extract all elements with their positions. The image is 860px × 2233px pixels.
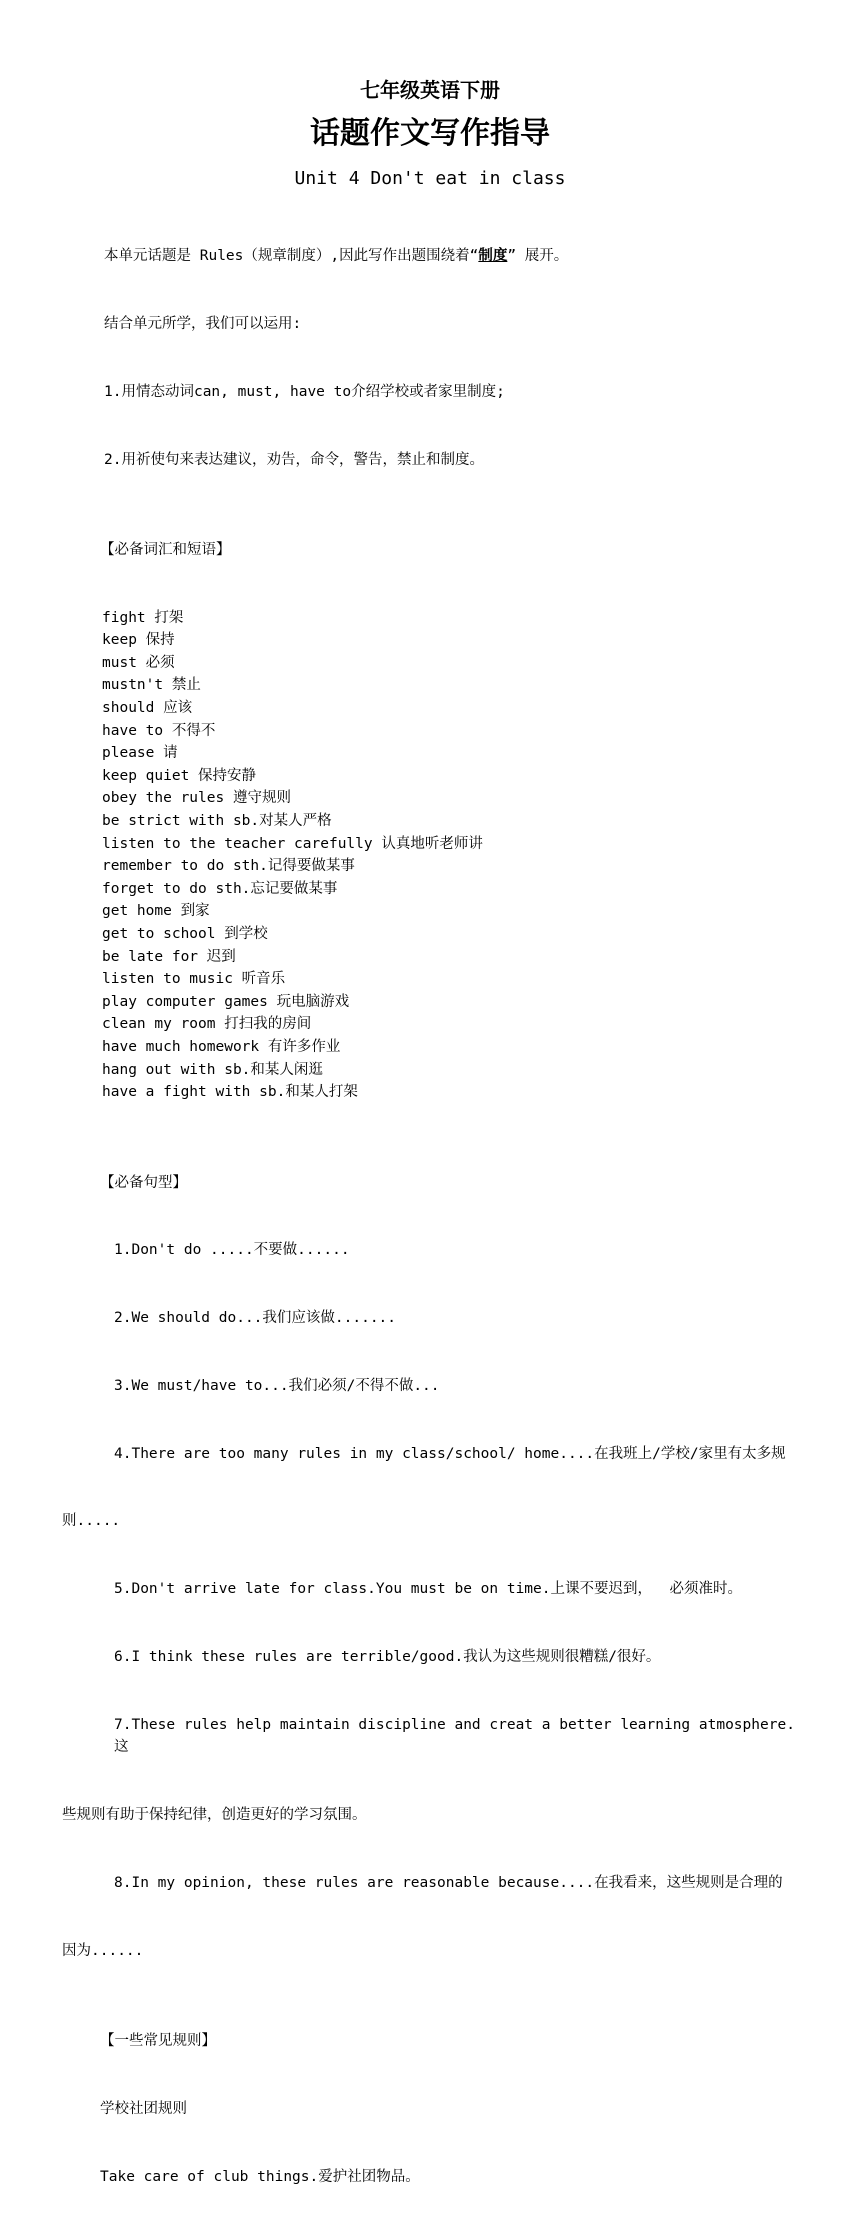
vocab-item: keep 保持 [102, 632, 175, 649]
vocab-item: mustn't 禁止 [102, 677, 201, 694]
sentence-8: 8.In my opinion, these rules are reasonable because....在我看来，这些规则是合理的 [114, 1874, 783, 1891]
unit-title: Unit 4 Don't eat in class [294, 168, 566, 189]
vocab-item: obey the rules 遵守规则 [102, 790, 291, 807]
sentence-7-cont: 些规则有助于保持纪律，创造更好的学习氛围。 [62, 1807, 367, 1824]
sentence-6: 6.I think these rules are terrible/good.我认为这些规则很糟糕/很好。 [114, 1649, 661, 1665]
vocab-item: keep quiet 保持安静 [102, 767, 257, 784]
intro-line-1 [62, 245, 802, 268]
document-body [62, 200, 802, 2233]
vocab-item: have to 不得不 [102, 722, 216, 739]
vocab-item: remember to do sth.记得要做某事 [102, 858, 355, 875]
vocab-item: must 必须 [102, 654, 175, 671]
vocab-item: play computer games 玩电脑游戏 [102, 993, 350, 1010]
sentence-4: 4.There are too many rules in my class/school/ home....在我班上/学校/家里有太多规 [114, 1445, 786, 1462]
vocab-item: be strict with sb.对某人严格 [102, 813, 332, 830]
vocab-item: listen to music 听音乐 [102, 971, 286, 988]
vocab-item: should 应该 [102, 700, 193, 717]
vocab-item: please 请 [102, 745, 178, 762]
vocab-item: listen to the teacher carefully 认真地听老师讲 [102, 835, 483, 852]
vocab-item: get to school 到学校 [102, 926, 268, 942]
sentence-2: 2.We should do...我们应该做....... [114, 1310, 397, 1327]
intro-line-3: 1.用情态动词can, must, have to介绍学校或者家里制度; [104, 383, 505, 400]
intro-line-4: 2.用祈使句来表达建议，劝告，命令，警告，禁止和制度。 [104, 451, 484, 468]
sentence-7: 7.These rules help maintain discipline and creat a better learning atmosphere.这 [114, 1716, 795, 1756]
vocab-list [62, 607, 802, 1104]
sentence-1: 1.Don't do .....不要做...... [114, 1242, 350, 1259]
sentences-heading: 【必备句型】 [100, 1174, 187, 1191]
intro-line-2: 结合单元所学，我们可以运用: [104, 315, 302, 332]
vocab-item: be late for 迟到 [102, 948, 236, 965]
vocab-heading: 【必备词汇和短语】 [100, 541, 231, 558]
rules-heading: 【一些常见规则】 [100, 2033, 216, 2050]
vocab-item: get home 到家 [102, 903, 210, 920]
intro-text: 本单元话题是 Rules（规章制度）,因此写作出题围绕着“ [104, 248, 479, 265]
vocab-item: have a fight with sb.和某人打架 [102, 1084, 358, 1101]
vocab-item: fight 打架 [102, 609, 184, 626]
vocab-item: hang out with sb.和某人闲逛 [102, 1061, 323, 1078]
grade-heading: 七年级英语下册 [360, 78, 500, 102]
rule-1: Take care of club things.爱护社团物品。 [100, 2168, 420, 2185]
vocab-item: forget to do sth.忘记要做某事 [102, 880, 338, 897]
page-title: 话题作文写作指导 [310, 116, 550, 151]
vocab-item: have much homework 有许多作业 [102, 1038, 341, 1055]
rules-subheading: 学校社团规则 [100, 2100, 187, 2117]
sentence-3: 3.We must/have to...我们必须/不得不做... [114, 1377, 440, 1394]
intro-keyword: 制度 [478, 248, 508, 265]
vocab-item: clean my room 打扫我的房间 [102, 1016, 312, 1033]
intro-text-end: ” 展开。 [507, 248, 569, 265]
sentence-8-cont: 因为...... [62, 1942, 144, 1959]
sentence-5: 5.Don't arrive late for class.You must be on time.上课不要迟到， 必须准时。 [114, 1581, 742, 1598]
sentence-4-cont: 则..... [62, 1513, 121, 1530]
